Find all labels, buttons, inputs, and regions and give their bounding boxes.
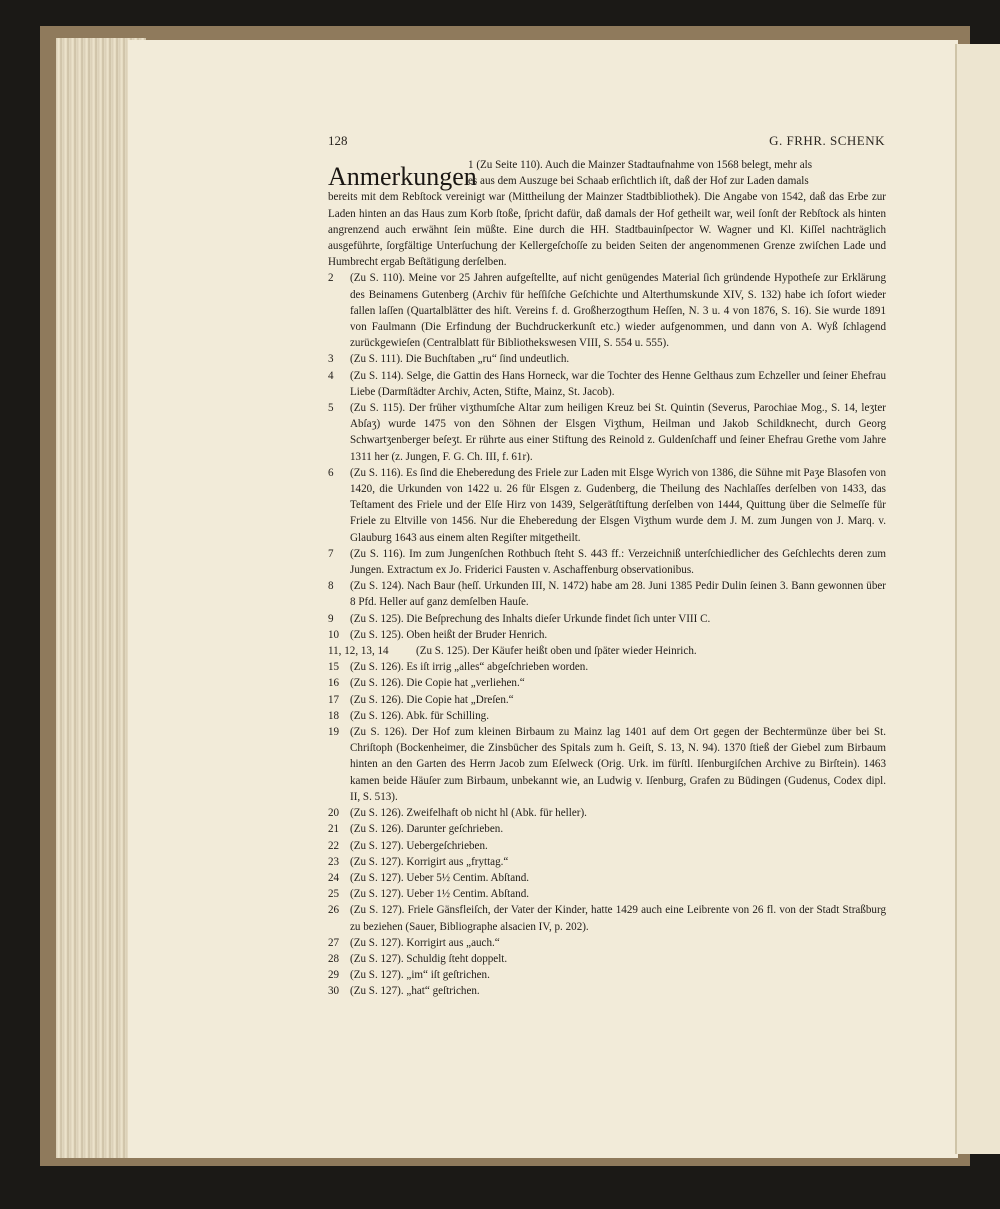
note-number: 16 bbox=[328, 677, 340, 690]
section-heading: Anmerkungen bbox=[328, 162, 477, 191]
note-number: 28 bbox=[328, 952, 340, 965]
note-number: 22 bbox=[328, 839, 340, 852]
note-number: 15 bbox=[328, 661, 340, 674]
note-number: 23 bbox=[328, 855, 340, 868]
note-item bbox=[328, 854, 886, 870]
note-item bbox=[328, 967, 886, 983]
note-number: 5 bbox=[328, 402, 334, 415]
note-text: (Zu S. 127). „hat“ geſtrichen. bbox=[350, 985, 480, 998]
note-number: 7 bbox=[328, 547, 334, 560]
note-item bbox=[328, 546, 886, 578]
note-item bbox=[328, 708, 886, 724]
note-text: (Zu S. 127). Ueber 5½ Centim. Abſtand. bbox=[350, 871, 530, 884]
note-text: (Zu S. 116). Es ſind die Eheberedung des Friele zur Laden mit Elsge Wyrich von 1386, die Sühne mit Paʒe Blasofen von 1420, die Urkunden von 1422 u. 26 für Elsgen z. Gudenberg, die Theilung des Nachlaſſes derſelben von 1433, das Teſtament des Friele und der Elſe Hirz von 1439, Selgerätſtiftung derſelben von 1444, Quittung über die Selmeſſe für Friele zu Eltville von 1456. Nur die Eheberedung der Elsgen Viʒthum wurde dem J. M. zum Jungen von J. Marq. v. Glauburg 1643 aus einem alten Regiſter mitgetheilt. bbox=[350, 466, 886, 544]
note-text: (Zu S. 110). Meine vor 25 Jahren aufgeſtellte, auf nicht genügendes Material ſich gründende Hypotheſe zur Erklärung des Beinamens Gutenberg (Archiv für heſſiſche Geſchichte und Alterthumskunde XIV, S. 132) habe ich ſofort wieder fallen laſſen (Quartalblätter des hiſt. Vereins f. d. Großherzogthum Heſſen, N. 3 u. 4 von 1876, S. 16). Sie wurde 1891 von Faulmann (Die Erfindung der Buchdruckerkunſt etc.) wieder aufgenommen, und dann von A. Wyß ſchlagend zurückgewieſen (Centralblatt für Bibliothekswesen VIII, S. 554 u. 555). bbox=[350, 272, 886, 350]
note-item bbox=[328, 675, 886, 691]
note-text: (Zu S. 125). Der Käufer heißt oben und ſpäter wieder Heinrich. bbox=[416, 645, 697, 658]
note-item bbox=[328, 902, 886, 934]
note-number: 3 bbox=[328, 353, 334, 366]
note-number: 24 bbox=[328, 871, 340, 884]
note-text: (Zu S. 116). Im zum Jungenſchen Rothbuch ſteht S. 443 ff.: Verzeichniß unterſchiedlicher des Geſchlechts deren zum Jungen. Extractum ex Jo. Friderici Fausten v. Aschaffenburg observationibus. bbox=[350, 547, 886, 577]
notes-text bbox=[328, 157, 886, 1000]
note-text: (Zu S. 124). Nach Baur (heſſ. Urkunden III, N. 1472) habe am 28. Juni 1385 Pedir Dulin ſeinen 3. Bann gewonnen über 8 Pfd. Heller auf ganz demſelben Hauſe. bbox=[350, 580, 886, 609]
note-text: (Zu S. 125). Die Beſprechung des Inhalts dieſer Urkunde findet ſich unter VIII C. bbox=[350, 612, 711, 625]
note-item bbox=[328, 870, 886, 886]
note-item bbox=[328, 886, 886, 902]
page-number: 128 bbox=[328, 133, 348, 148]
note-item bbox=[328, 805, 886, 821]
note-text: (Zu S. 127). Korrigirt aus „fryttag.“ bbox=[350, 855, 509, 868]
note-item bbox=[328, 692, 886, 708]
note-number: 9 bbox=[328, 612, 334, 625]
note-text: (Zu S. 127). Schuldig ſteht doppelt. bbox=[350, 952, 508, 965]
note-item bbox=[328, 351, 886, 367]
note-item bbox=[328, 643, 886, 659]
note-number: 10 bbox=[328, 628, 340, 641]
note-item bbox=[328, 368, 886, 400]
note-text: (Zu S. 127). Friele Gänsfleiſch, der Vater der Kinder, hatte 1429 auch eine Leibrente von 26 fl. von der Stadt Straßburg zu beziehen (Sauer, Bibliographe alsacien IV, p. 202). bbox=[350, 904, 886, 933]
note-number: 6 bbox=[328, 466, 334, 479]
note-number: 20 bbox=[328, 807, 340, 820]
note-text: (Zu S. 126). Die Copie hat „Dreſen.“ bbox=[350, 693, 514, 706]
note-item bbox=[328, 951, 886, 967]
note-item bbox=[328, 983, 886, 999]
note-text: (Zu S. 115). Der früher viʒthumſche Altar zum heiligen Kreuz bei St. Quintin (Severus, Parochiae Mog., S. 14, leʒter Abſaʒ) wurde 1475 von den Söhnen der Elsgen Viʒthum, Heilman und Jakob Schildknecht, durch Georg Schwartʒenberger beſeʒt. Er rührte aus einer Stiftung des Reinold z. Guldenſchaff und ſeiner Ehefrau Grethe vom Jahre 1311 her (z. Jungen, F. G. Ch. III, f. 61r). bbox=[350, 402, 886, 463]
note-number: 8 bbox=[328, 580, 334, 593]
page-header bbox=[328, 133, 885, 153]
note-item bbox=[328, 935, 886, 951]
note-text: (Zu S. 114). Selge, die Gattin des Hans Horneck, war die Tochter des Henne Gelthaus zum Echzeller und ſeiner Ehefrau Liebe (Darmſtädter Archiv, Acten, Stifte, Mainz, St. Jacob). bbox=[350, 369, 886, 398]
note-text: (Zu S. 126). Der Hof zum kleinen Birbaum zu Mainz lag 1401 auf dem Ort gegen der Bechtermünze über bei St. Chriſtoph (Bockenheimer, die Zinsbücher des Spitals zum h. Geiſt, S. 13, N. 94). 1370 ſtieß der Giebel zum Birbaum hinten an den Garten des Herrn Jacob zum Eſelweck (Orig. Urk. im fürſtl. Iſenburgiſchen Archive zu Birſtein). 1463 kamen beide Häuſer zum Birbaum, unbekannt wie, an Ludwig v. Iſenburg, Grafen zu Büdingen (Gudenus, Codex dipl. II, S. 513). bbox=[350, 726, 886, 803]
note-text: (Zu S. 126). Darunter geſchrieben. bbox=[350, 823, 504, 836]
note-text: (Zu S. 111). Die Buchſtaben „ru“ ſind undeutlich. bbox=[350, 353, 570, 366]
note-item bbox=[328, 611, 886, 627]
note-text: (Zu S. 127). Uebergeſchrieben. bbox=[350, 839, 488, 852]
note-text: (Zu S. 125). Oben heißt der Bruder Henrich. bbox=[350, 628, 548, 641]
note-number: 17 bbox=[328, 693, 340, 706]
note-1-line-2: es aus dem Auszuge bei Schaab erſichtlich iſt, daß der Hof zur Laden damals bbox=[468, 175, 809, 188]
note-number: 30 bbox=[328, 985, 340, 998]
note-text: (Zu S. 127). „im“ iſt geſtrichen. bbox=[350, 969, 490, 982]
note-text: (Zu S. 126). Abk. für Schilling. bbox=[350, 709, 489, 722]
note-item bbox=[328, 270, 886, 351]
note-1-rest: bereits mit dem Rebſtock vereinigt war (Mittheilung der Mainzer Stadtbibliothek). Die Angabe von 1542, daß das Erbe zur Laden hinten an das Haus zum Korb ſtoße, ſpricht dafür, daß damals der Hof getheilt war, weil ſonſt der Rebſtock als hinten angrenzend auch erwähnt ſein müßte. Eine durch die HH. Stadtbauinſpector W. Wagner und Kl. Kiſſel nachträglich ausgeführte, ſorgfältige Unterſuchung der Kellergeſchoſſe zu beiden Seiten der angenommenen Grenze zwiſchen Lade und Humbrecht ergab Beſtätigung derſelben. bbox=[328, 191, 886, 269]
note-item bbox=[328, 724, 886, 805]
note-item bbox=[328, 838, 886, 854]
note-text: (Zu S. 126). Die Copie hat „verliehen.“ bbox=[350, 677, 525, 690]
note-text: (Zu S. 127). Ueber 1½ Centim. Abſtand. bbox=[350, 888, 530, 901]
note-item bbox=[328, 578, 886, 610]
note-number: 25 bbox=[328, 888, 340, 901]
note-item bbox=[328, 465, 886, 546]
note-number: 2 bbox=[328, 272, 334, 285]
note-item bbox=[328, 821, 886, 837]
note-number: 11, 12, 13, 14 bbox=[328, 645, 389, 658]
note-number: 21 bbox=[328, 823, 340, 836]
note-number: 26 bbox=[328, 904, 340, 917]
note-text: (Zu S. 126). Zweifelhaft ob nicht hl (Abk. für heller). bbox=[350, 807, 587, 820]
notes-list bbox=[328, 270, 886, 999]
note-text: (Zu S. 126). Es iſt irrig „alles“ abgeſchrieben worden. bbox=[350, 661, 589, 674]
note-item bbox=[328, 659, 886, 675]
note-text: (Zu S. 127). Korrigirt aus „auch.“ bbox=[350, 936, 500, 949]
right-page-edge bbox=[955, 44, 1000, 1154]
note-1-line-1: 1 (Zu Seite 110). Auch die Mainzer Stadtaufnahme von 1568 belegt, mehr als bbox=[468, 159, 813, 171]
note-number: 27 bbox=[328, 936, 340, 949]
note-number: 18 bbox=[328, 709, 340, 722]
note-item bbox=[328, 400, 886, 465]
running-head: G. FRHR. SCHENK bbox=[769, 133, 885, 148]
note-item bbox=[328, 627, 886, 643]
note-number: 29 bbox=[328, 969, 340, 982]
note-number: 4 bbox=[328, 369, 334, 382]
note-number: 19 bbox=[328, 726, 340, 739]
